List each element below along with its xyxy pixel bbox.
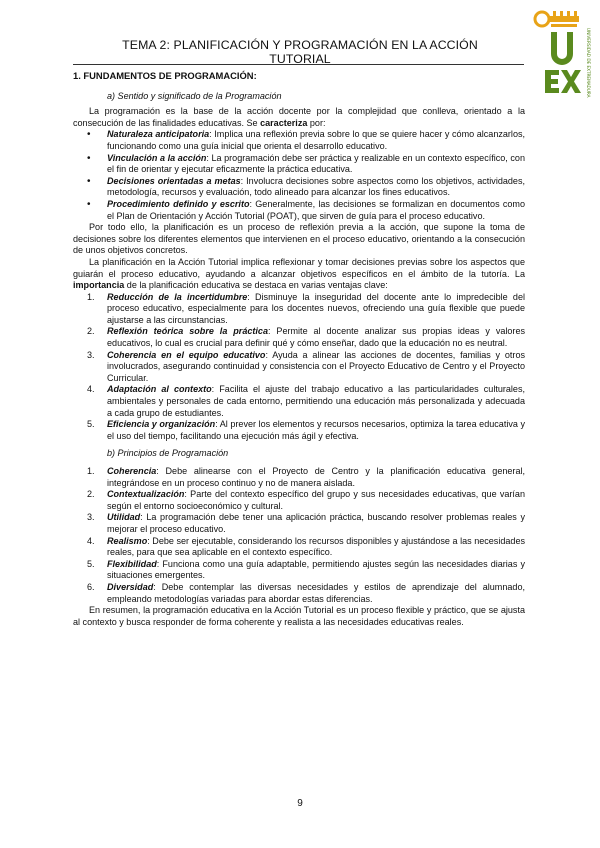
desc: : Debe alinearse con el Proyecto de Centro y la planificación educativa general, integrándose en un proceso continuo y no de manera aislada. <box>107 466 525 488</box>
text-run: de la planificación educativa se destaca en varias ventajas clave: <box>124 280 388 291</box>
header-divider <box>73 64 524 65</box>
bold-term: caracteriza <box>260 117 308 128</box>
term: Decisiones orientadas a metas <box>107 175 241 186</box>
desc: : Funciona como una guía adaptable, permitiendo ajustes según las necesidades diarias y situaciones emergentes. <box>107 558 525 581</box>
term: Adaptación al contexto <box>107 384 212 395</box>
item-number: 6. <box>87 581 95 592</box>
term: Procedimiento definido y escrito <box>107 198 250 209</box>
list-item <box>73 176 525 199</box>
list-item <box>73 384 525 419</box>
desc: : Implica una reflexión previa sobre lo que se quiere hacer y cómo alcanzarlos, funcionando como una guía inicial que orienta el desarrollo educativo. <box>107 129 526 151</box>
text-run: por: <box>307 117 326 128</box>
desc: : Permite al docente analizar sus propias ideas y valores educativos, lo cual es crucial para definir qué y cómo enseñar, dado que la educación no es neutral. <box>107 326 525 349</box>
desc: : Disminuye la inseguridad del docente ante lo impredecible del proceso educativo, especialmente para los docentes nuevos, ofreciendo una guía flexible que puede ajustarse a las circunstancias. <box>107 291 525 325</box>
item-number: 2. <box>87 326 95 337</box>
list-item <box>73 536 525 559</box>
list-item <box>73 419 525 442</box>
term: Coherencia en el equipo educativo <box>107 349 266 360</box>
item-number: 5. <box>87 558 95 569</box>
term: Vinculación a la acción <box>107 152 207 163</box>
desc: : Debe ser ejecutable, considerando los recursos disponibles y ajustándose a las necesidades reales, para que sea aplicable en el contexto específico. <box>107 535 525 558</box>
uex-logo <box>532 8 592 104</box>
desc: : Ayuda a alinear las acciones de docentes, familias y otros involucrados, asegurando continuidad y consistencia con el Proyecto Educativo de Centro y el Proyecto Curricular. <box>107 349 525 383</box>
list-item <box>73 153 525 176</box>
subheading-b: b) Principios de Programación <box>107 448 229 459</box>
term: Realismo <box>107 535 148 546</box>
advantages-list <box>73 292 525 443</box>
list-item <box>73 199 525 222</box>
desc: : Debe contemplar las diversas necesidades y estilos de aprendizaje del alumnado, empleando metodologías variadas para abordar estas diferencias. <box>107 581 525 604</box>
item-number: 3. <box>87 349 95 360</box>
item-number: 1. <box>87 291 95 302</box>
item-number: 2. <box>87 489 95 500</box>
desc: : Involucra decisiones sobre aspectos como los objetivos, actividades, metodología, recursos y evaluación, todo alineado para alcanzar los fines educativos. <box>107 175 525 198</box>
item-number: 5. <box>87 419 95 430</box>
page-number: 9 <box>297 798 303 809</box>
paragraph-summary-1: Por todo ello, la planificación es un proceso de reflexión previa a la acción, que supone la toma de decisiones sobre los diferentes elementos que intervienen en el proceso educativo, orientando a la consecución de unos objetivos concretos. <box>73 222 525 256</box>
list-item <box>73 466 525 489</box>
desc: : Generalmente, las decisiones se formalizan en documentos como el Plan de Orientación y Acción Tutorial (POAT), que sirven de guía para el proceso educativo. <box>107 198 525 221</box>
desc: : Al prever los elementos y recursos necesarios, optimiza la tarea educativa y el uso del tiempo, facilitando una ejecución más ágil y efectiva. <box>107 419 525 441</box>
list-item <box>73 582 525 605</box>
list-item <box>73 326 525 349</box>
term: Contextualización <box>107 489 185 500</box>
header-title: TEMA 2: PLANIFICACIÓN Y PROGRAMACIÓN EN LA ACCIÓN TUTORIAL <box>122 38 478 66</box>
logo-vertical-text: UNIVERSIDAD DE EXTREMADURA <box>586 28 591 98</box>
item-number: 4. <box>87 535 95 546</box>
desc: : La programación debe ser práctica y realizable en un contexto específico, con el fin de orientar y ejecutar eficazmente la práctica educativa. <box>107 152 525 175</box>
list-item <box>73 512 525 535</box>
term: Reflexión teórica sobre la práctica <box>107 326 268 337</box>
term: Eficiencia y organización <box>107 419 216 430</box>
term: Coherencia <box>107 466 157 476</box>
term: Naturaleza anticipatoria <box>107 129 210 140</box>
subheading-a: a) Sentido y significado de la Programación <box>107 90 282 101</box>
paragraph-intro <box>73 106 525 129</box>
paragraph-importance <box>73 257 525 292</box>
term: Diversidad <box>107 581 154 592</box>
main-content <box>73 70 525 628</box>
bold-term: importancia <box>73 280 125 291</box>
text-run: La programación es la base de la acción docente por la complejidad que conlleva, orientado a la consecución de las finalidades educativas. Se <box>73 106 525 128</box>
list-item <box>73 559 525 582</box>
list-item <box>73 489 525 512</box>
desc: : La programación debe tener una aplicación práctica, buscando resolver problemas reales y mejorar el proceso educativo. <box>107 512 525 534</box>
list-item <box>73 129 525 152</box>
item-number: 3. <box>87 512 95 523</box>
paragraph-conclusion: En resumen, la programación educativa en la Acción Tutorial es un proceso flexible y práctico, que se ajusta al contexto y busca responder de forma coherente y realista a las necesidades educativas reales. <box>73 605 525 627</box>
item-number: 1. <box>87 466 95 476</box>
item-number: 4. <box>87 384 95 395</box>
logo-letters <box>545 32 581 93</box>
term: Reducción de la incertidumbre <box>107 291 248 302</box>
principles-list <box>73 466 525 605</box>
characteristics-list <box>73 129 525 222</box>
list-item <box>73 292 525 327</box>
text-run: La planificación en la Acción Tutorial implica reflexionar y tomar decisiones previas sobre los aspectos que guiarán el proceso educativo, ayudando a alcanzar objetivos específicos en el ámbito de la tutoría. La <box>73 256 525 279</box>
desc: : Parte del contexto específico del grupo y sus necesidades educativas, que varían según el entorno socioeconómico y cultural. <box>107 489 525 511</box>
term: Flexibilidad <box>107 558 157 569</box>
list-item <box>73 350 525 385</box>
section-title: 1. FUNDAMENTOS DE PROGRAMACIÓN: <box>73 70 257 81</box>
desc: : Facilita el ajuste del trabajo educativo a las particularidades culturales, ambientales y personales de cada entorno, permitiendo una educación más personalizada y adecuada a cada grupo de estudiantes. <box>107 384 525 418</box>
logo-crown <box>535 11 579 27</box>
term: Utilidad <box>107 512 141 523</box>
